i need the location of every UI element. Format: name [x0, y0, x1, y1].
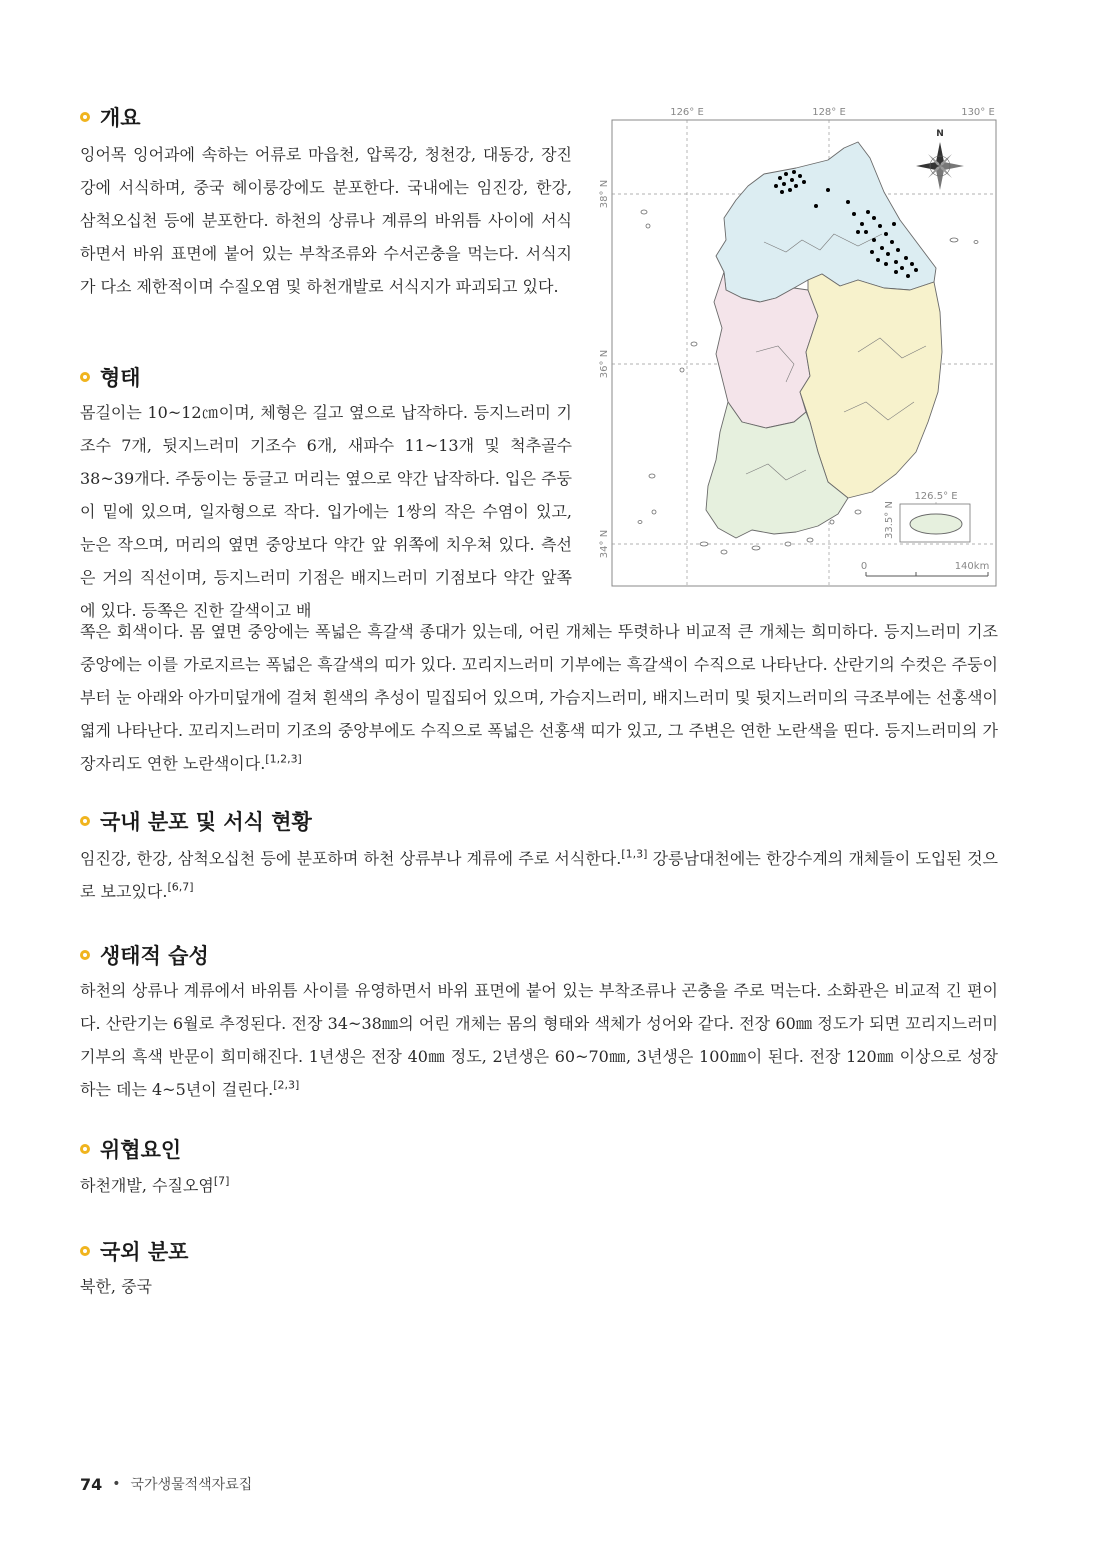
bullet-icon: [80, 1246, 90, 1256]
map-lon-label: 126° E: [670, 107, 704, 118]
distribution-map: [596, 102, 1006, 592]
occurrence-record: [790, 178, 794, 182]
occurrence-record: [866, 210, 870, 214]
map-lat-label: 34° N: [599, 529, 610, 559]
footer-separator: •: [112, 1476, 121, 1492]
occurrence-record: [788, 188, 792, 192]
section-heading-overview: [80, 102, 141, 132]
jeju-island: [910, 514, 962, 534]
morphology-text-bottom: [80, 615, 998, 780]
occurrence-record: [900, 266, 904, 270]
occurrence-record: [896, 248, 900, 252]
distribution-reference-1: [1,3]: [621, 847, 648, 861]
page-footer: [80, 1474, 252, 1494]
distribution-text-1: 임진강, 한강, 삼척오십천 등에 분포하며 하천 상류부나 계류에 주로 서식한다.: [80, 849, 622, 868]
occurrence-record: [892, 222, 896, 226]
inset-lon-label: 126.5° E: [914, 491, 958, 502]
occurrence-record: [876, 258, 880, 262]
occurrence-record: [852, 212, 856, 216]
occurrence-record: [906, 274, 910, 278]
occurrence-record: [890, 240, 894, 244]
occurrence-record: [872, 216, 876, 220]
ecology-title: 생태적 습성: [100, 944, 209, 968]
occurrence-record: [880, 246, 884, 250]
occurrence-record: [910, 262, 914, 266]
foreign-text: 북한, 중국: [80, 1277, 152, 1296]
overview-title: 개요: [100, 106, 141, 130]
scale-label-start: 0: [860, 561, 868, 572]
occurrence-record: [794, 184, 798, 188]
section-heading-ecology: [80, 940, 209, 970]
occurrence-record: [914, 268, 918, 272]
map-lon-label: 128° E: [812, 107, 846, 118]
bullet-icon: [80, 1144, 90, 1154]
map-lat-label: 38° N: [599, 179, 610, 209]
morphology-title: 형태: [100, 366, 141, 390]
section-heading-morphology: [80, 362, 141, 392]
distribution-title: 국내 분포 및 서식 현황: [100, 810, 312, 834]
threats-text-body: 하천개발, 수질오염: [80, 1176, 214, 1195]
map-lat-label: 36° N: [599, 349, 610, 379]
bullet-icon: [80, 816, 90, 826]
occurrence-record: [774, 184, 778, 188]
occurrence-record: [894, 260, 898, 264]
occurrence-record: [884, 262, 888, 266]
ecology-text: [80, 974, 998, 1106]
occurrence-record: [782, 182, 786, 186]
occurrence-record: [870, 250, 874, 254]
occurrence-record: [894, 270, 898, 274]
occurrence-record: [904, 256, 908, 260]
occurrence-record: [792, 170, 796, 174]
bullet-icon: [80, 112, 90, 122]
occurrence-record: [798, 174, 802, 178]
distribution-reference-2: [6,7]: [167, 880, 194, 894]
section-heading-distribution: [80, 806, 312, 836]
occurrence-record: [814, 204, 818, 208]
occurrence-record: [864, 230, 868, 234]
threats-title: 위협요인: [100, 1138, 182, 1162]
occurrence-record: [856, 230, 860, 234]
inset-lat-label: 33.5° N: [884, 501, 895, 539]
distribution-text-2: 강릉남대천에는 한강수계의 개체들이 도입된 것으로 보고있다.: [80, 849, 999, 901]
occurrence-record: [884, 232, 888, 236]
occurrence-record: [778, 176, 782, 180]
foreign-title: 국외 분포: [100, 1240, 189, 1264]
bullet-icon: [80, 372, 90, 382]
occurrence-record: [886, 252, 890, 256]
occurrence-record: [872, 238, 876, 242]
morphology-text-bottom-body: 쪽은 회색이다. 몸 옆면 중앙에는 폭넓은 흑갈색 종대가 있는데, 어린 개체는 뚜렷하나 비교적 큰 개체는 희미하다. 등지느러미 기조 중앙에는 이를 가로지르는 폭넓은 흑갈색의 띠가 있다. 꼬리지느러미 기부에는 흑갈색이 수직으로 나타난다. 산란기의 수컷은 주둥이부터 눈 아래와 아가미덮개에 걸쳐 흰색의 추성이 밀집되어 있으며, 가슴지느러미, 배지느러미 및 뒷지느러미의 극조부에는 선홍색이 엷게 나타난다. 꼬리지느러미 기조의 중앙부에도 수직으로 폭넓은 선홍색 띠가 있고, 그 주변은 연한 노란색을 띤다. 등지느러미의 가장자리도 연한 노란색이다.: [80, 622, 998, 773]
section-heading-threats: [80, 1134, 181, 1164]
occurrence-record: [860, 222, 864, 226]
scale-label-end: 140km: [954, 561, 990, 572]
threats-text: [80, 1169, 998, 1202]
occurrence-record: [784, 172, 788, 176]
occurrence-record: [878, 224, 882, 228]
occurrence-record: [826, 188, 830, 192]
distribution-text: [80, 842, 998, 908]
map-lon-label: 130° E: [961, 107, 995, 118]
occurrence-record: [846, 200, 850, 204]
ecology-text-body: 하천의 상류나 계류에서 바위틈 사이를 유영하면서 바위 표면에 붙어 있는 부착조류나 곤충을 주로 먹는다. 소화관은 비교적 긴 편이다. 산란기는 6월로 추정된다. 전장 34~38㎜의 어린 개체는 몸의 형태와 색체가 성어와 같다. 전장 60㎜ 정도가 되면 꼬리지느러미 기부의 흑색 반문이 희미해진다. 1년생은 전장 40㎜ 정도, 2년생은 60~70㎜, 3년생은 100㎜이 된다. 전장 120㎜ 이상으로 성장하는 데는 4~5년이 걸린다.: [80, 981, 998, 1099]
page-number: 74: [80, 1474, 103, 1494]
bullet-icon: [80, 950, 90, 960]
occurrence-record: [802, 180, 806, 184]
overview-text: 잉어목 잉어과에 속하는 어류로 마읍천, 압록강, 청천강, 대동강, 장진강에 서식하며, 중국 헤이룽강에도 분포한다. 국내에는 임진강, 한강, 삼척오십천 등에 분포한다. 하천의 상류나 계류의 바위틈 사이에 서식하면서 바위 표면에 붙어 있는 부착조류와 수서곤충을 먹는다. 서식지가 다소 제한적이며 수질오염 및 하천개발로 서식지가 파괴되고 있다.: [80, 145, 572, 296]
compass-north-label: N: [936, 129, 944, 139]
ecology-reference: [2,3]: [273, 1078, 300, 1092]
section-heading-foreign: [80, 1236, 188, 1266]
occurrence-record: [780, 190, 784, 194]
threats-reference: [7]: [213, 1174, 230, 1188]
morphology-text-top: 몸길이는 10~12㎝이며, 체형은 길고 옆으로 납작하다. 등지느러미 기조수 7개, 뒷지느러미 기조수 6개, 새파수 11~13개 및 척추골수 38~39개다. 주둥이는 둥글고 머리는 옆으로 약간 납작하다. 입은 주둥이 밑에 있으며, 일자형으로 작다. 입가에는 1쌍의 작은 수염이 있고, 눈은 작으며, 머리의 옆면 중앙보다 약간 앞 위쪽에 치우쳐 있다. 측선은 거의 직선이며, 등지느러미 기점은 배지느러미 기점보다 약간 앞쪽에 있다. 등쪽은 진한 갈색이고 배: [80, 403, 572, 620]
book-title: 국가생물적색자료집: [130, 1477, 253, 1493]
morphology-reference: [1,2,3]: [265, 752, 302, 766]
